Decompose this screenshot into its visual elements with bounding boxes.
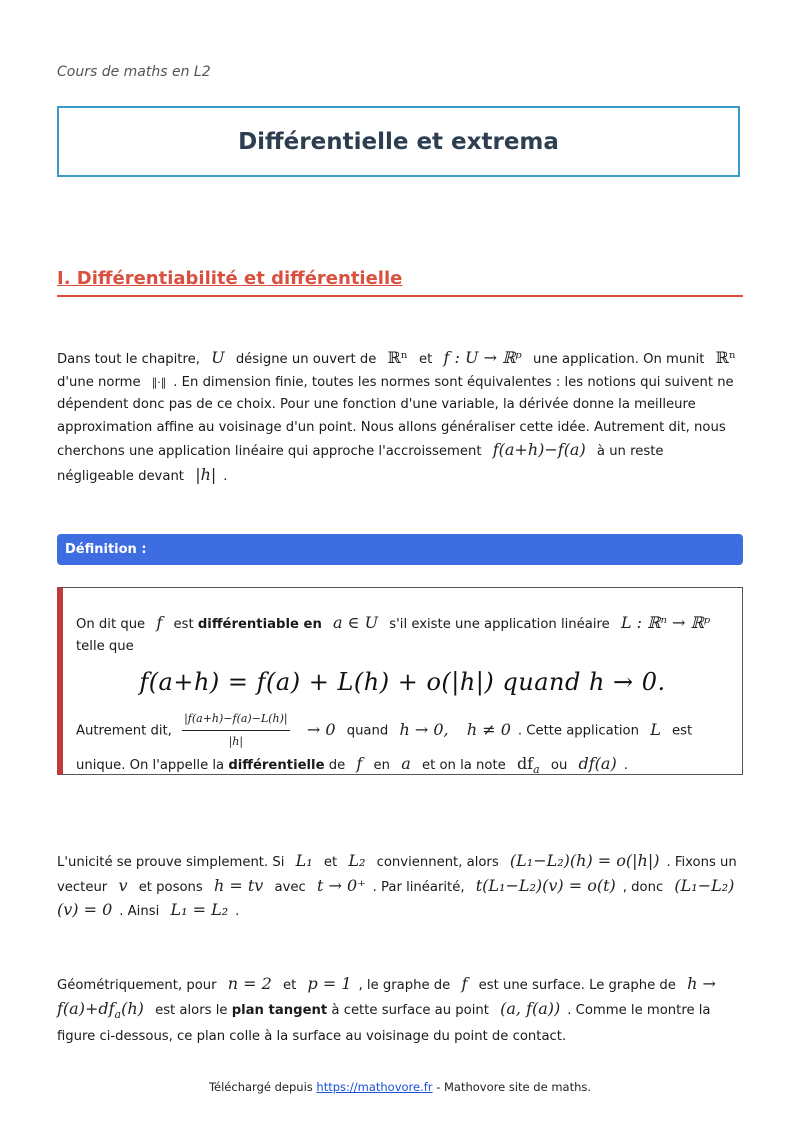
para-text: . Ainsi [119,904,160,919]
math-df-a [516,754,540,777]
footer-link[interactable]: https://mathovore.fr [316,1080,433,1094]
para-text: est alors le [155,1002,228,1018]
math-L1: L₁ [295,851,313,870]
math-increment: f(a+h)−f(a) [492,440,586,459]
definition-line-2 [76,708,726,781]
section-title: I. Différentiabilité et différentielle [57,268,743,297]
math-a-in-U: a ∈ U [333,613,379,632]
math-f: f [156,613,163,632]
math-subscript: a [114,1007,122,1021]
course-label: Cours de maths en L2 [57,64,211,80]
para-text: conviennent, alors [376,855,499,870]
math-h-to-zero: h → 0, [399,719,449,739]
intro-text: une application. On munit [532,352,705,367]
footer-text: Téléchargé depuis [208,1080,313,1094]
math-n-eq-2: n = 2 [227,974,272,993]
def-text: de [328,758,346,773]
math-a: a [401,754,411,773]
para-text: . Fixons un vecteur [57,855,737,895]
def-text: . Cette application [517,723,639,739]
math-L1-eq-L2: L₁ = L₂ [170,900,229,919]
def-text: . [623,758,628,773]
math-L: L [650,719,661,739]
fraction-denominator: |h| [228,735,244,748]
para-text: et [323,855,338,870]
para-text: . Comme le montre la figure ci-dessous, ce plan colle à la surface au voisinage du point de contact. [57,1002,711,1045]
math-abs-h: |h| [195,464,217,484]
math-Rn: ℝⁿ [387,348,408,367]
math-p-eq-1: p = 1 [307,974,352,993]
para-text: . Par linéarité, [372,879,465,895]
fraction-numerator: |f(a+h)−f(a)−L(h)| [182,708,290,731]
para-text: et [283,978,297,993]
uniqueness-paragraph [57,850,743,924]
para-text: , le graphe de [358,978,451,993]
para-text: est une surface. Le graphe de [478,978,676,993]
display-equation: f(a+h) = f(a) + L(h) + o(|h|) quand h → 0. [139,668,666,696]
math-linearity: t(L₁−L₂)(v) = o(t) [475,875,616,895]
def-text: quand [346,723,389,739]
intro-text: d'une norme [57,374,141,390]
para-text: et posons [138,879,203,895]
math-tangent-map-arg: (h) [121,998,144,1018]
math-diff-zero: (L₁−L₂)(v) = 0 [57,875,735,919]
intro-paragraph [57,347,743,488]
para-text: L'unicité se prouve simplement. Si [57,855,285,870]
def-text: Autrement dit, [76,723,172,739]
math-tangent-map-head: h → f(a)+df [57,974,716,1018]
definition-line-1 [76,612,726,658]
para-text: avec [274,879,306,895]
math-diff-little-o: (L₁−L₂)(h) = o(|h|) [509,851,660,870]
math-fraction [182,708,290,753]
footer [0,1080,800,1094]
def-text: telle que [76,639,134,654]
def-text: est unique. On l'appelle la [76,723,693,773]
para-text: à cette surface au point [331,1002,489,1018]
math-v: v [118,875,128,895]
math-contact-point: (a, f(a)) [500,998,561,1018]
footer-text: - Mathovore site de maths. [436,1080,592,1094]
math-to-zero: → 0 [306,719,336,739]
def-bold-term: différentielle [228,758,325,773]
def-text: On dit que [76,617,146,632]
para-text: . [235,904,240,919]
intro-text: Dans tout le chapitre, [57,352,200,367]
def-text: ou [550,758,568,773]
definition-box [57,587,743,775]
math-df: df [516,754,534,773]
math-subscript: a [533,763,540,777]
def-text: s'il existe une application linéaire [389,617,610,632]
def-text: est [173,617,194,632]
intro-text: désigne un ouvert de [235,352,377,367]
math-L2: L₂ [348,851,366,870]
math-df-of-a: df(a) [578,754,617,773]
intro-text: . [223,468,228,484]
math-L-map: L : ℝⁿ → ℝᵖ [620,613,711,632]
page-title: Différentielle et extrema [238,128,559,155]
math-f: f [356,754,363,773]
intro-text: à un reste négligeable devant [57,444,664,484]
def-text: en [373,758,391,773]
intro-text: . En dimension finie, toutes les normes sont équivalentes : les notions qui suivent ne dépendent donc pas de ce choix. Pour une fonction d'une variable, la dérivée donne la meilleure approximation affine au voisinage d'un point. Nous allons généraliser cette idée. Autrement dit, nous cherchons une application linéaire qui approche l'accroissement [57,374,734,459]
math-norm: ‖·‖ [151,375,167,389]
math-Rn: ℝⁿ [715,348,736,367]
math-h-eq-tv: h = tv [213,875,264,895]
math-f-map: f : U → ℝᵖ [443,348,522,367]
definition-header: Définition : [57,534,743,565]
math-U: U [211,348,225,367]
math-h-nonzero: h ≠ 0 [466,719,511,739]
bold-term: plan tangent [231,1002,328,1018]
math-f: f [461,974,468,993]
para-text: , donc [622,879,664,895]
def-text: et on la note [421,758,506,773]
intro-text: et [419,352,433,367]
math-t-to-zero-plus: t → 0⁺ [317,875,366,895]
def-bold-term: différentiable en [197,617,322,632]
para-text: Géométriquement, pour [57,978,217,993]
geometry-paragraph [57,973,743,1049]
title-box [57,106,740,177]
